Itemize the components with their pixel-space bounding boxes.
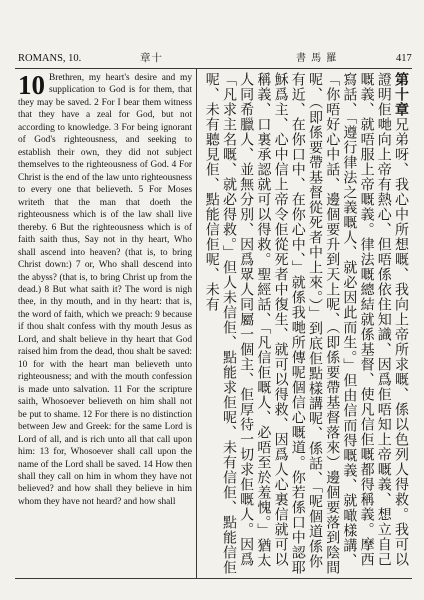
- chinese-chapter-heading: 第十章: [393, 72, 409, 117]
- chinese-column: [201, 72, 409, 576]
- chinese-text-block: [203, 72, 409, 576]
- english-paragraph: [18, 72, 192, 508]
- header-book-en: ROMANS, 10.: [18, 53, 82, 64]
- header-chapter-zh: 章十: [140, 53, 163, 64]
- english-column: [18, 72, 192, 576]
- header-rule: [15, 68, 412, 69]
- column-divider: [196, 68, 197, 578]
- english-text: Brethren, my heart's desire and my supplication to God is for them, that they may be saved. 2 For I bear them witness that they have a zeal for God, but not according to knowledge. 3 For being ignorant of God's righteousness, and seeking to establish their own, they did not subject themselves to the righteousness of God. 4 For Christ is the end of the law unto righteousness to every one that believeth. 5 For Moses writeth that the man that doeth the righteousness which is of the law shall live thereby. 6 But the righteousness which is of faith saith thus, Say not in thy heart, Who shall ascend into heaven? (that is, to bring Christ down:) 7 or, Who shall descend into the abyss? (that is, to bring Christ up from the dead.) 8 But what saith it? The word is nigh thee, in thy mouth, and in thy heart: that is, the word of faith, which we preach: 9 because if thou shalt confess with thy mouth Jesus as Lord, and shalt believe in thy heart that God raised him from the dead, thou shalt be saved: 10 for with the heart man believeth unto righteousness; and with the mouth confession is made unto salvation. 11 For the scripture saith, Whosoever believeth on him shall not be put to shame. 12 For there is no distinction between Jew and Greek: for the same Lord is Lord of all, and is rich unto all that call upon him: 13 for, Whosoever shall call upon the name of the Lord shall be saved. 14 How then shall they call on him in whom they have not believed? and how shall they believe in him whom they have not heard? and how shall: [18, 73, 192, 507]
- footer-rule: [15, 578, 412, 579]
- chapter-dropcap: 10: [18, 72, 45, 100]
- page-number: 417: [396, 53, 412, 64]
- header-book-zh: 書 馬 羅: [296, 53, 338, 64]
- chinese-text: 兄弟呀、我心中所想嘅、我向上帝所求嘅、係以色列人得救。我可以證明佢哋向上帝有熱心、但唔係依住知識、因爲佢唔知上帝嘅義、想立自己嘅義、就唔服上帝嘅義。律法嘅總結就係基督、使凡信佢嘅都得稱義。摩西寫話、「遵行律法之義嘅人、就必因此而生。」但由信而得嘅義、就噉樣講、「你唔好心中話、邊個要升到天上呢、（即係要帶基督落來）邊個要落到陰間呢、（即係要帶基督從死者中上來。）」到底佢點樣講呢、係話、「呢個道係你有近、在你口中、在你心中、」就係我哋所傳呢個信心嘅道。你若係口中認耶穌爲主、心中信上帝令佢從死者中復生、就可以得救、因爲人心裏信就可以稱義、口裏承認就可以得救。聖經話、「凡信佢嘅人、必唔至於羞愧。」猶太人同希臘人、並無分別、因爲眾人同屬一個主、佢厚待一切求佢嘅人。因爲「凡求主名嘅、就必得救。」但人未信佢、點能求佢呢、未有信佢、點能信佢呢、未有聽見佢、點能信佢呢、未有: [203, 72, 409, 575]
